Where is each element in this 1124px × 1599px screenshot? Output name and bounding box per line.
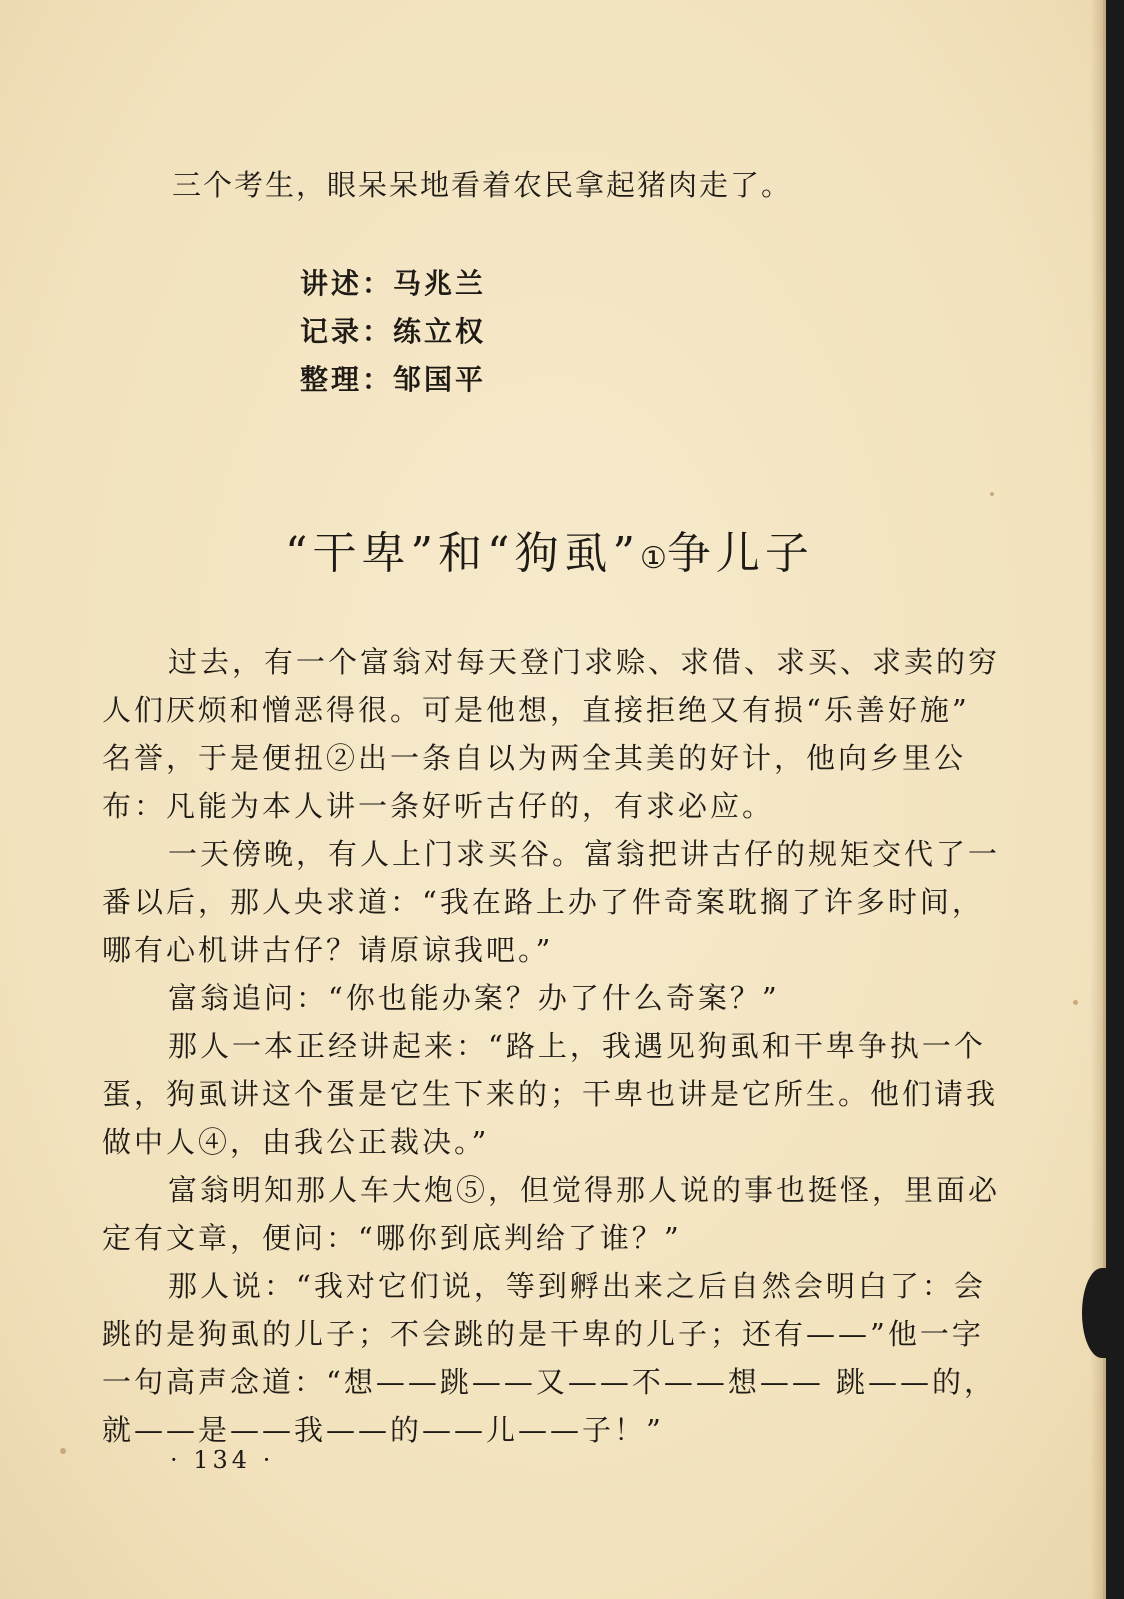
story-title-end: 争儿子 xyxy=(666,528,814,579)
body-line: 一天傍晚，有人上门求买谷。富翁把讲古仔的规矩交代了一 xyxy=(168,837,1001,871)
title-footnote-mark: ① xyxy=(639,541,667,576)
body-line: 一句高声念道：“想——跳——又——不——想—— 跳——的， xyxy=(102,1365,997,1399)
body-line: 跳的是狗虱的儿子；不会跳的是干卑的儿子；还有——”他一字 xyxy=(102,1317,984,1351)
body-line: 富翁追问：“你也能办案？办了什么奇案？” xyxy=(168,981,780,1015)
opening-line: 三个考生，眼呆呆地看着农民拿起猪肉走了。 xyxy=(172,168,793,202)
body-line: 蛋，狗虱讲这个蛋是它生下来的；干卑也讲是它所生。他们请我 xyxy=(102,1077,999,1111)
body-line: 番以后，那人央求道：“我在路上办了件奇案耽搁了许多时间， xyxy=(102,885,984,919)
paper-speck xyxy=(1073,1000,1078,1005)
page-number: · 134 · xyxy=(170,1446,275,1474)
body-line: 就——是——我——的——儿——子！” xyxy=(102,1413,664,1447)
credit-narrator: 讲述：马兆兰 xyxy=(300,267,487,300)
body-line: 定有文章，便问：“哪你到底判给了谁？” xyxy=(102,1221,682,1255)
body-line: 哪有心机讲古仔？请原谅我吧。” xyxy=(102,933,554,967)
body-line: 布：凡能为本人讲一条好听古仔的，有求必应。 xyxy=(102,789,775,823)
body-line: 过去，有一个富翁对每天登门求赊、求借、求买、求卖的穷 xyxy=(168,645,1001,679)
paper-speck xyxy=(60,1448,66,1454)
story-title-main: “干卑”和“狗虱” xyxy=(285,528,640,579)
page-edge-shadow xyxy=(1090,0,1106,1599)
body-line: 那人说：“我对它们说，等到孵出来之后自然会明白了：会 xyxy=(168,1269,986,1303)
body-line: 名誉，于是便扭②出一条自以为两全其美的好计，他向乡里公 xyxy=(102,741,967,775)
body-line: 人们厌烦和憎恶得很。可是他想，直接拒绝又有损“乐善好施” xyxy=(102,693,970,727)
story-title xyxy=(285,517,814,581)
credit-editor: 整理：邹国平 xyxy=(300,363,487,396)
body-line: 做中人④，由我公正裁决。” xyxy=(102,1125,490,1159)
body-line: 富翁明知那人车大炮⑤，但觉得那人说的事也挺怪，里面必 xyxy=(168,1173,1001,1207)
page-tear xyxy=(1082,1268,1122,1358)
credit-recorder: 记录：练立权 xyxy=(300,315,487,348)
body-line: 那人一本正经讲起来：“路上，我遇见狗虱和干卑争执一个 xyxy=(168,1029,986,1063)
paper-speck xyxy=(990,492,994,496)
